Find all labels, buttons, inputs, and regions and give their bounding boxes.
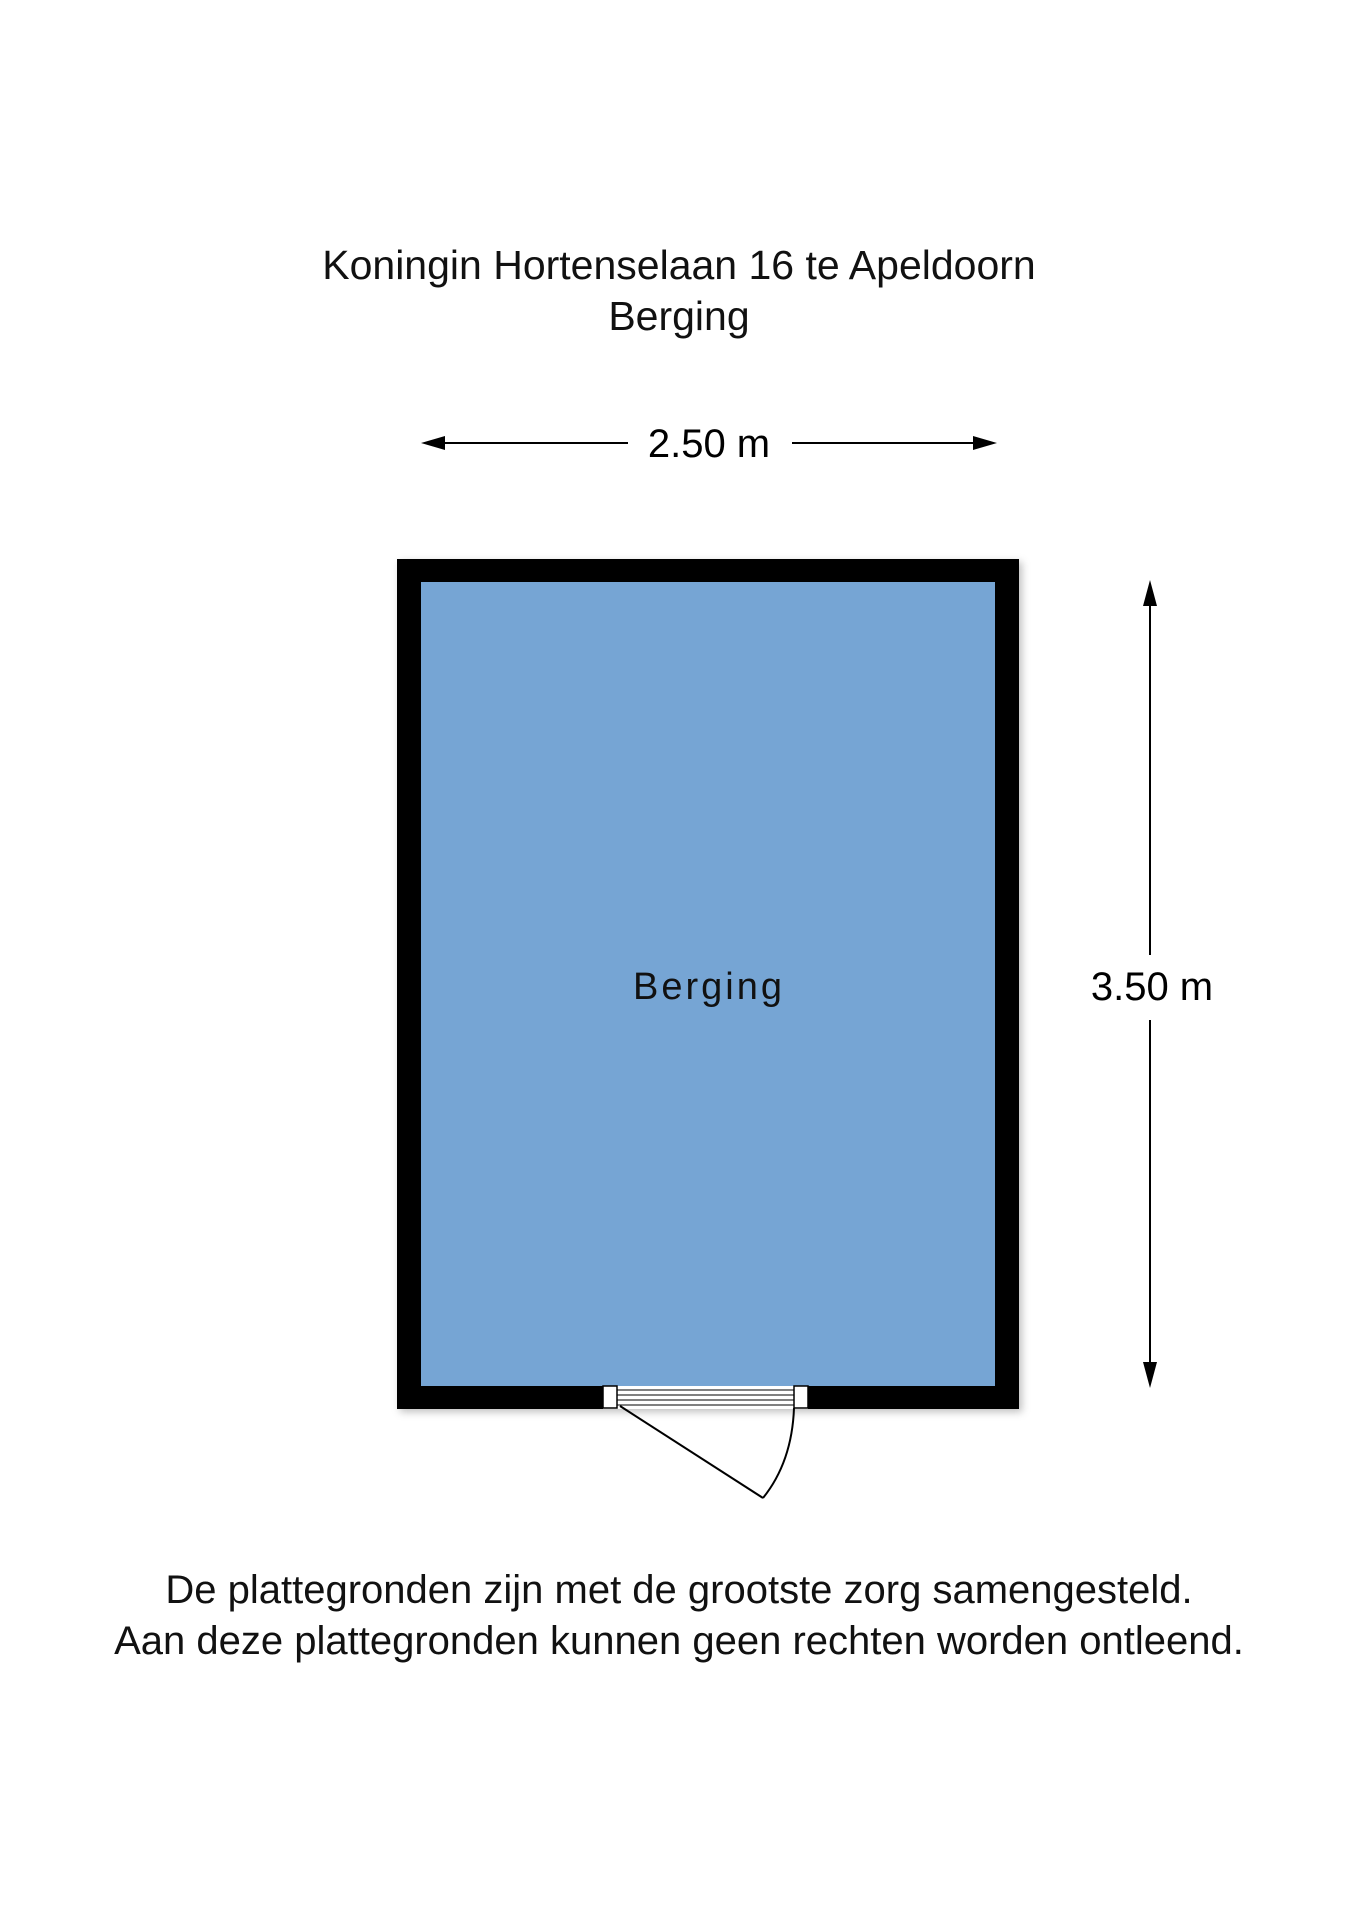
arrow-down-icon [1143, 1362, 1157, 1388]
door [603, 1386, 808, 1498]
arrow-left-icon [421, 436, 445, 450]
floor-title: Berging [608, 293, 750, 339]
disclaimer-line-2: Aan deze plattegronden kunnen geen rechten worden ontleend. [114, 1619, 1244, 1663]
arrow-right-icon [973, 436, 997, 450]
room-label: Berging [633, 966, 785, 1008]
depth-dimension [1091, 580, 1213, 1388]
width-label: 2.50 m [647, 422, 771, 466]
width-dimension [421, 422, 997, 466]
arrow-up-icon [1143, 580, 1157, 606]
disclaimer-line-1: De plattegronden zijn met de grootste zorg samengesteld. [165, 1568, 1193, 1612]
floorplan-address: Koningin Hortenselaan 16 te Apeldoorn [322, 242, 1036, 288]
depth-label: 3.50 m [1090, 965, 1214, 1009]
